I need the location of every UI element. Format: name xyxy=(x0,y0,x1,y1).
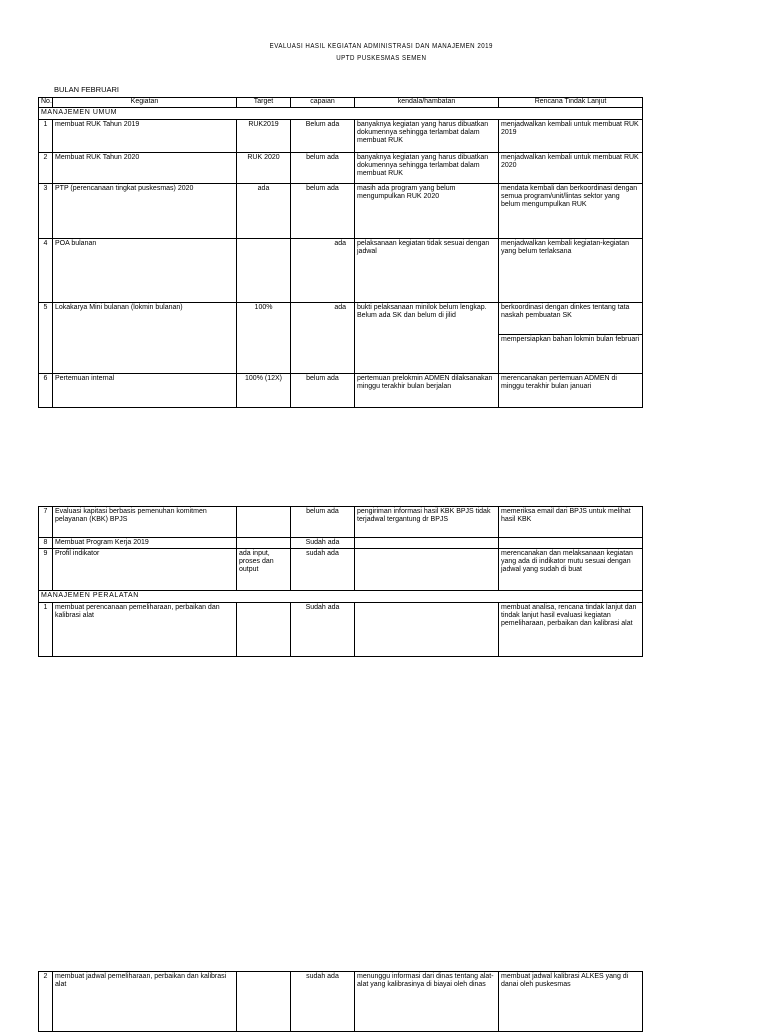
cell-capaian: Belum ada xyxy=(291,120,355,153)
cell-kendala: banyaknya kegiatan yang harus dibuatkan dokumennya sehingga terlambat dalam membuat RUK xyxy=(355,153,499,184)
evaluation-table-part-2 xyxy=(38,506,643,657)
cell-target xyxy=(237,972,291,1032)
section-row-umum xyxy=(39,108,643,120)
cell-capaian: belum ada xyxy=(291,507,355,538)
cell-rencana-group xyxy=(499,303,643,374)
cell-kendala: masih ada program yang belum mengumpulkan RUK 2020 xyxy=(355,184,499,239)
table-row xyxy=(39,603,643,657)
evaluation-table-part-1 xyxy=(38,97,643,408)
cell-kegiatan: membuat perencanaan pemeliharaan, perbaikan dan kalibrasi alat xyxy=(53,603,237,657)
table-row xyxy=(39,184,643,239)
cell-no: 1 xyxy=(39,120,53,153)
cell-rencana: membuat analisa, rencana tindak lanjut dan tindak lanjut hasil evaluasi kegiatan pemeliharaan, perbaikan dan kalibrasi alat xyxy=(499,603,643,657)
section-title-umum: MANAJEMEN UMUM xyxy=(39,108,643,120)
cell-target xyxy=(237,538,291,549)
cell-target xyxy=(237,507,291,538)
cell-target xyxy=(237,239,291,303)
table-row xyxy=(39,538,643,549)
cell-capaian: belum ada xyxy=(291,153,355,184)
cell-kegiatan: Lokakarya Mini bulanan (lokmin bulanan) xyxy=(53,303,237,374)
cell-target: ada xyxy=(237,184,291,239)
cell-rencana: memeriksa email dari BPJS untuk melihat hasil KBK xyxy=(499,507,643,538)
cell-kegiatan: Profil indikator xyxy=(53,549,237,591)
cell-no: 2 xyxy=(39,972,53,1032)
cell-rencana: mendata kembali dan berkoordinasi dengan semua program/unit/lintas sektor yang belum mengumpulkan RUK xyxy=(499,184,643,239)
cell-kendala: menunggu informasi dari dinas tentang alat-alat yang kalibrasinya di biayai oleh dinas xyxy=(355,972,499,1032)
cell-no: 5 xyxy=(39,303,53,374)
cell-kegiatan: membuat jadwal pemeliharaan, perbaikan dan kalibrasi alat xyxy=(53,972,237,1032)
cell-target: RUK2019 xyxy=(237,120,291,153)
cell-capaian: belum ada xyxy=(291,184,355,239)
table-row xyxy=(39,972,643,1032)
cell-kegiatan: Membuat Program Kerja 2019 xyxy=(53,538,237,549)
col-header-no: No. xyxy=(39,98,53,108)
table-row xyxy=(39,120,643,153)
evaluation-table-part-3 xyxy=(38,971,643,1032)
month-label: BULAN FEBRUARI xyxy=(54,85,120,94)
cell-no: 1 xyxy=(39,603,53,657)
col-header-target: Target xyxy=(237,98,291,108)
cell-kendala: pengiriman informasi hasil KBK BPJS tidak terjadwal tergantung dr BPJS xyxy=(355,507,499,538)
table-header-row xyxy=(39,98,643,108)
cell-capaian: sudah ada xyxy=(291,972,355,1032)
cell-capaian: Sudah ada xyxy=(291,603,355,657)
report-title: EVALUASI HASIL KEGIATAN ADMINISTRASI DAN MANAJEMEN 2019 xyxy=(269,41,493,50)
table-row xyxy=(39,549,643,591)
cell-rencana: merencanakan pertemuan ADMEN di minggu terakhir bulan januari xyxy=(499,374,643,408)
cell-kendala: banyaknya kegiatan yang harus dibuatkan dokumennya sehingga terlambat dalam membuat RUK xyxy=(355,120,499,153)
cell-no: 3 xyxy=(39,184,53,239)
col-header-kegiatan: Kegiatan xyxy=(53,98,237,108)
cell-kendala: pertemuan prelokmin ADMEN dilaksanakan minggu terakhir bulan berjalan xyxy=(355,374,499,408)
cell-capaian: belum ada xyxy=(291,374,355,408)
cell-no: 4 xyxy=(39,239,53,303)
report-subtitle: UPTD PUSKESMAS SEMEN xyxy=(336,53,427,62)
cell-target: ada input, proses dan output xyxy=(237,549,291,591)
cell-kegiatan: membuat RUK Tahun 2019 xyxy=(53,120,237,153)
cell-rencana: menjadwalkan kembali untuk membuat RUK 2020 xyxy=(499,153,643,184)
cell-target xyxy=(237,603,291,657)
section-title-peralatan: MANAJEMEN PERALATAN xyxy=(39,591,643,603)
cell-kegiatan: Evaluasi kapitasi berbasis pemenuhan komitmen pelayanan (KBK) BPJS xyxy=(53,507,237,538)
cell-kendala xyxy=(355,549,499,591)
col-header-kendala: kendala/hambatan xyxy=(355,98,499,108)
cell-capaian: sudah ada xyxy=(291,549,355,591)
cell-rencana: membuat jadwal kalibrasi ALKES yang di danai oleh puskesmas xyxy=(499,972,643,1032)
cell-rencana: berkoordinasi dengan dinkes tentang tata naskah pembuatan SK xyxy=(501,304,630,320)
cell-rencana: menjadwalkan kembali untuk membuat RUK 2019 xyxy=(499,120,643,153)
cell-capaian: ada xyxy=(291,303,355,374)
cell-no: 8 xyxy=(39,538,53,549)
cell-no: 6 xyxy=(39,374,53,408)
cell-kendala: bukti pelaksanaan minilok belum lengkap. Belum ada SK dan belum di jilid xyxy=(355,303,499,374)
col-header-rencana: Rencana Tindak Lanjut xyxy=(499,98,643,108)
cell-no: 9 xyxy=(39,549,53,591)
cell-rencana xyxy=(499,538,643,549)
cell-kegiatan: PTP (perencanaan tingkat puskesmas) 2020 xyxy=(53,184,237,239)
cell-rencana: merencanakan dan melaksanaan kegiatan yang ada di indikator mutu sesuai dengan jadwal yang sudah di buat xyxy=(499,549,643,591)
table-row xyxy=(39,374,643,408)
cell-kegiatan: Pertemuan internal xyxy=(53,374,237,408)
table-row xyxy=(39,303,643,374)
cell-rencana-2: mempersiapkan bahan lokmin bulan februari xyxy=(499,334,642,345)
cell-target: 100% xyxy=(237,303,291,374)
cell-target: 100% (12X) xyxy=(237,374,291,408)
cell-kendala: pelaksanaan kegiatan tidak sesuai dengan jadwal xyxy=(355,239,499,303)
cell-capaian: ada xyxy=(291,239,355,303)
col-header-capaian: capaian xyxy=(291,98,355,108)
cell-kendala xyxy=(355,603,499,657)
cell-kegiatan: POA bulanan xyxy=(53,239,237,303)
cell-no: 2 xyxy=(39,153,53,184)
cell-rencana: menjadwalkan kembali kegiatan-kegiatan yang belum terlaksana xyxy=(499,239,643,303)
table-row xyxy=(39,153,643,184)
cell-capaian: Sudah ada xyxy=(291,538,355,549)
table-row xyxy=(39,507,643,538)
cell-target: RUK 2020 xyxy=(237,153,291,184)
section-row-peralatan xyxy=(39,591,643,603)
cell-kendala xyxy=(355,538,499,549)
cell-no: 7 xyxy=(39,507,53,538)
cell-kegiatan: Membuat RUK Tahun 2020 xyxy=(53,153,237,184)
table-row xyxy=(39,239,643,303)
